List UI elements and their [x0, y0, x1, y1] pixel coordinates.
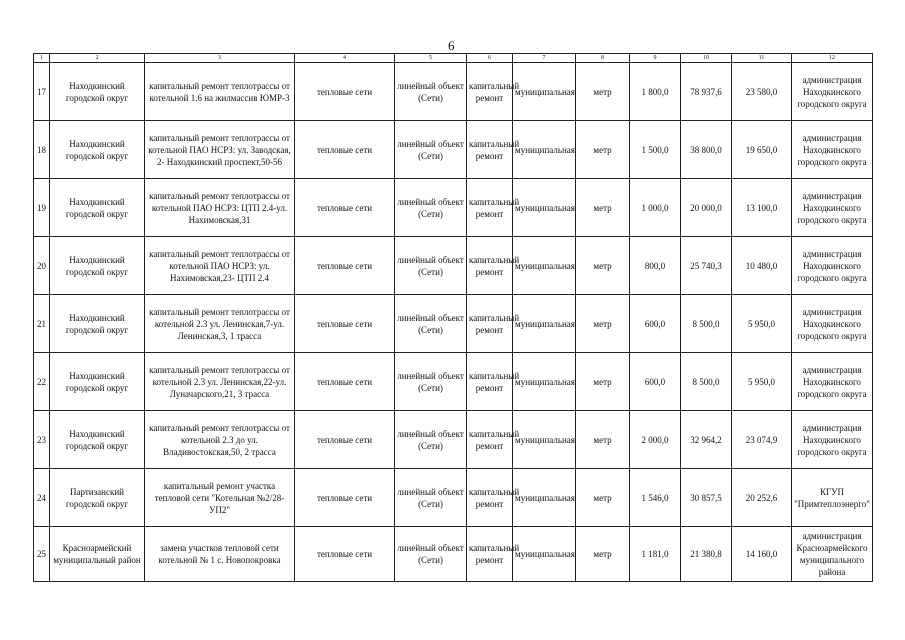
table-row — [34, 469, 873, 527]
network-type-cell: тепловые сети — [295, 295, 395, 353]
ownership-cell: муниципальная — [513, 353, 576, 411]
table-row — [34, 63, 873, 121]
row-number: 24 — [34, 469, 50, 527]
unit-cell: метр — [576, 469, 630, 527]
table-row — [34, 411, 873, 469]
column-header-4: 4 — [295, 54, 395, 63]
data-table — [33, 53, 873, 582]
ownership-cell: муниципальная — [513, 237, 576, 295]
column-header-row — [34, 54, 873, 63]
cost-budget-cell: 19 650,0 — [732, 121, 792, 179]
cost-budget-cell: 20 252,6 — [732, 469, 792, 527]
ownership-cell: муниципальная — [513, 295, 576, 353]
work-description-cell: капитальный ремонт теплотрассы от котельной ПАО НСРЗ: ул. Нахимовская,23- ЦТП 2.4 — [145, 237, 295, 295]
table-row — [34, 527, 873, 582]
length-cell: 1 800,0 — [630, 63, 681, 121]
column-header-3: 3 — [145, 54, 295, 63]
row-number: 21 — [34, 295, 50, 353]
cost-budget-cell: 23 580,0 — [732, 63, 792, 121]
length-cell: 1 546,0 — [630, 469, 681, 527]
organization-cell: администрация Находкинского городского округа — [792, 295, 873, 353]
work-kind-cell: капитальный ремонт — [467, 353, 513, 411]
organization-cell: администрация Находкинского городского округа — [792, 237, 873, 295]
network-type-cell: тепловые сети — [295, 179, 395, 237]
unit-cell: метр — [576, 527, 630, 582]
table-row — [34, 295, 873, 353]
column-header-12: 12 — [792, 54, 873, 63]
network-type-cell: тепловые сети — [295, 121, 395, 179]
column-header-11: 11 — [732, 54, 792, 63]
work-description-cell: капитальный ремонт теплотрассы от котельной ПАО НСРЗ: ЦТП 2.4-ул. Нахимовская,31 — [145, 179, 295, 237]
length-cell: 1 181,0 — [630, 527, 681, 582]
ownership-cell: муниципальная — [513, 121, 576, 179]
organization-cell: администрация Находкинского городского округа — [792, 63, 873, 121]
column-header-1: 1 — [34, 54, 50, 63]
work-kind-cell: капитальный ремонт — [467, 63, 513, 121]
cost-total-cell: 20 000,0 — [681, 179, 732, 237]
row-number: 22 — [34, 353, 50, 411]
cost-total-cell: 32 964,2 — [681, 411, 732, 469]
work-description-cell: капитальный ремонт теплотрассы от котельной 2.3 ул. Ленинская,7-ул. Ленинская,3, 1 трасса — [145, 295, 295, 353]
district-cell: Находкинский городской округ — [50, 353, 145, 411]
work-kind-cell: капитальный ремонт — [467, 527, 513, 582]
ownership-cell: муниципальная — [513, 527, 576, 582]
district-cell: Находкинский городской округ — [50, 411, 145, 469]
cost-budget-cell: 5 950,0 — [732, 353, 792, 411]
table-row — [34, 237, 873, 295]
cost-budget-cell: 23 074,9 — [732, 411, 792, 469]
length-cell: 1 500,0 — [630, 121, 681, 179]
cost-total-cell: 25 740,3 — [681, 237, 732, 295]
organization-cell: администрация Находкинского городского округа — [792, 179, 873, 237]
object-type-cell: линейный объект (Сети) — [395, 179, 467, 237]
network-type-cell: тепловые сети — [295, 527, 395, 582]
district-cell: Находкинский городской округ — [50, 63, 145, 121]
object-type-cell: линейный объект (Сети) — [395, 295, 467, 353]
district-cell: Партизанский городской округ — [50, 469, 145, 527]
work-kind-cell: капитальный ремонт — [467, 179, 513, 237]
unit-cell: метр — [576, 353, 630, 411]
table-row — [34, 179, 873, 237]
district-cell: Находкинский городской округ — [50, 121, 145, 179]
unit-cell: метр — [576, 121, 630, 179]
column-header-6: 6 — [467, 54, 513, 63]
unit-cell: метр — [576, 411, 630, 469]
length-cell: 1 000,0 — [630, 179, 681, 237]
organization-cell: администрация Находкинского городского округа — [792, 121, 873, 179]
work-description-cell: капитальный ремонт теплотрассы от котельной 1.6 на жилмассив ЮМР-3 — [145, 63, 295, 121]
cost-budget-cell: 14 160,0 — [732, 527, 792, 582]
length-cell: 600,0 — [630, 295, 681, 353]
object-type-cell: линейный объект (Сети) — [395, 237, 467, 295]
cost-total-cell: 8 500,0 — [681, 353, 732, 411]
network-type-cell: тепловые сети — [295, 63, 395, 121]
column-header-2: 2 — [50, 54, 145, 63]
ownership-cell: муниципальная — [513, 63, 576, 121]
district-cell: Находкинский городской округ — [50, 237, 145, 295]
table-row — [34, 121, 873, 179]
cost-budget-cell: 13 100,0 — [732, 179, 792, 237]
cost-total-cell: 21 380,8 — [681, 527, 732, 582]
work-kind-cell: капитальный ремонт — [467, 237, 513, 295]
cost-total-cell: 30 857,5 — [681, 469, 732, 527]
work-description-cell: капитальный ремонт теплотрассы от котельной 2.3 до ул. Владивостокская,50, 2 трасса — [145, 411, 295, 469]
length-cell: 600,0 — [630, 353, 681, 411]
row-number: 18 — [34, 121, 50, 179]
object-type-cell: линейный объект (Сети) — [395, 527, 467, 582]
unit-cell: метр — [576, 295, 630, 353]
length-cell: 800,0 — [630, 237, 681, 295]
organization-cell: администрация Находкинского городского округа — [792, 411, 873, 469]
district-cell: Красноармейский муниципальный район — [50, 527, 145, 582]
column-header-8: 8 — [576, 54, 630, 63]
length-cell: 2 000,0 — [630, 411, 681, 469]
page-number: 6 — [448, 38, 455, 53]
work-description-cell: замена участков тепловой сети котельной № 1 с. Новопокровка — [145, 527, 295, 582]
work-description-cell: капитальный ремонт теплотрассы от котельной ПАО НСРЗ: ул. Заводская, 2- Находкинский проспект,50-56 — [145, 121, 295, 179]
work-description-cell: капитальный ремонт теплотрассы от котельной 2.3 ул. Ленинская,22-ул. Луначарского,21, 3 трасса — [145, 353, 295, 411]
network-type-cell: тепловые сети — [295, 469, 395, 527]
cost-total-cell: 8 500,0 — [681, 295, 732, 353]
work-kind-cell: капитальный ремонт — [467, 295, 513, 353]
column-header-10: 10 — [681, 54, 732, 63]
row-number: 20 — [34, 237, 50, 295]
row-number: 19 — [34, 179, 50, 237]
network-type-cell: тепловые сети — [295, 237, 395, 295]
object-type-cell: линейный объект (Сети) — [395, 63, 467, 121]
organization-cell: КГУП "Примтеплоэнерго" — [792, 469, 873, 527]
row-number: 17 — [34, 63, 50, 121]
table-row — [34, 353, 873, 411]
work-kind-cell: капитальный ремонт — [467, 121, 513, 179]
row-number: 25 — [34, 527, 50, 582]
object-type-cell: линейный объект (Сети) — [395, 353, 467, 411]
cost-budget-cell: 10 480,0 — [732, 237, 792, 295]
ownership-cell: муниципальная — [513, 411, 576, 469]
ownership-cell: муниципальная — [513, 469, 576, 527]
work-kind-cell: капитальный ремонт — [467, 469, 513, 527]
ownership-cell: муниципальная — [513, 179, 576, 237]
column-header-9: 9 — [630, 54, 681, 63]
cost-total-cell: 78 937,6 — [681, 63, 732, 121]
district-cell: Находкинский городской округ — [50, 295, 145, 353]
network-type-cell: тепловые сети — [295, 411, 395, 469]
row-number: 23 — [34, 411, 50, 469]
unit-cell: метр — [576, 179, 630, 237]
object-type-cell: линейный объект (Сети) — [395, 411, 467, 469]
column-header-5: 5 — [395, 54, 467, 63]
district-cell: Находкинский городской округ — [50, 179, 145, 237]
object-type-cell: линейный объект (Сети) — [395, 121, 467, 179]
organization-cell: администрация Находкинского городского округа — [792, 353, 873, 411]
work-kind-cell: капитальный ремонт — [467, 411, 513, 469]
organization-cell: администрация Красноармейского муниципального района — [792, 527, 873, 582]
unit-cell: метр — [576, 63, 630, 121]
cost-budget-cell: 5 950,0 — [732, 295, 792, 353]
work-description-cell: капитальный ремонт участка тепловой сети "Котельная №2/28-УП2" — [145, 469, 295, 527]
cost-total-cell: 38 800,0 — [681, 121, 732, 179]
object-type-cell: линейный объект (Сети) — [395, 469, 467, 527]
column-header-7: 7 — [513, 54, 576, 63]
unit-cell: метр — [576, 237, 630, 295]
network-type-cell: тепловые сети — [295, 353, 395, 411]
